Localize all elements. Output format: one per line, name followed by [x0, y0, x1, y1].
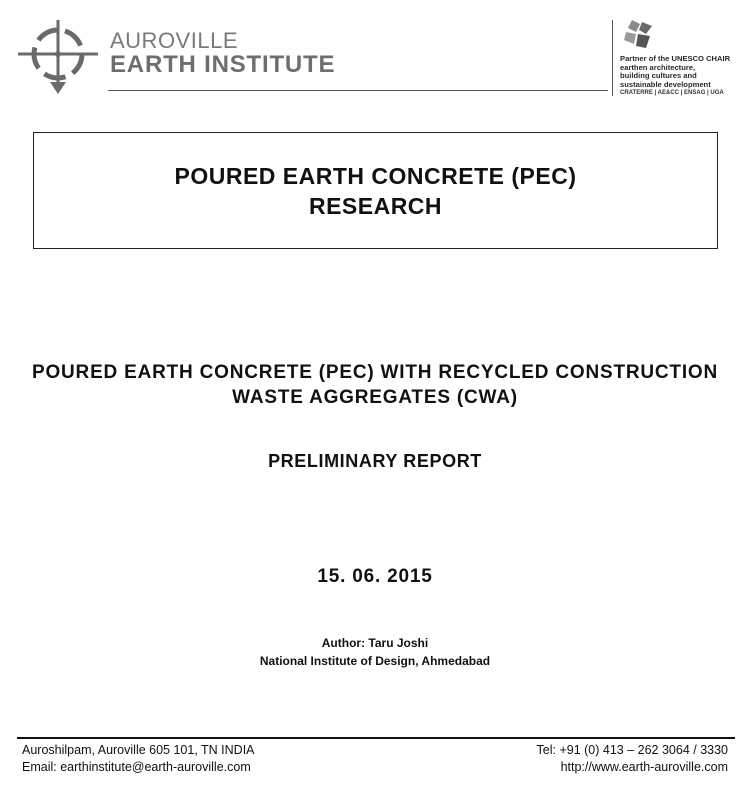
footer-address: Auroshilpam, Auroville 605 101, TN INDIA [22, 743, 255, 757]
author-institution: National Institute of Design, Ahmedabad [259, 654, 491, 668]
footer-website: http://www.earth-auroville.com [560, 760, 728, 774]
partner-line-2: earthen architecture, [620, 62, 696, 72]
footer-rule [17, 737, 735, 739]
footer-contact-left [22, 742, 255, 776]
report-date: 15. 06. 2015 [317, 566, 433, 587]
auroville-earth-institute-logo-icon [16, 18, 102, 96]
footer-email: Email: earthinstitute@earth-auroville.com [22, 760, 251, 774]
author-block [0, 634, 750, 670]
unesco-partner-block [620, 18, 746, 97]
partner-members: CRATERRE | AE&CC | ENSAG | UGA [620, 90, 724, 97]
title-line-2: RESEARCH [308, 192, 443, 219]
org-wordmark [110, 30, 335, 78]
header-divider [612, 20, 613, 96]
report-type: PRELIMINARY REPORT [268, 451, 482, 471]
title-box [33, 132, 718, 249]
partner-line-4: sustainable development [620, 79, 711, 89]
subtitle-line-2: WASTE AGGREGATES (CWA) [232, 387, 518, 408]
unesco-chair-logo-icon [622, 18, 656, 50]
footer-contact-right [537, 742, 728, 776]
author-name: Author: Taru Joshi [321, 636, 429, 650]
subtitle-line-1: POURED EARTH CONCRETE (PEC) WITH RECYCLED CONSTRUCTION [31, 362, 719, 383]
partner-line-1: Partner of the UNESCO CHAIR [620, 54, 731, 63]
report-subtitle [0, 360, 750, 410]
org-name-line2: EARTH INSTITUTE [110, 51, 336, 78]
org-name-line1: AUROVILLE [110, 28, 238, 53]
title-line-1: POURED EARTH CONCRETE (PEC) [174, 162, 577, 189]
partner-line-3: building cultures and [620, 71, 697, 81]
footer-tel: Tel: +91 (0) 413 – 262 3064 / 3330 [536, 743, 728, 757]
header-rule [108, 90, 608, 91]
